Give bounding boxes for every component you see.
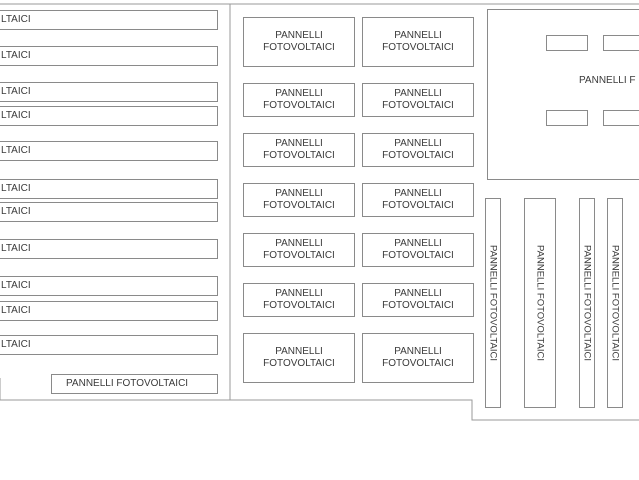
- panel-label: PANNELLI FOTOVOLTAICI: [609, 245, 621, 361]
- small-block-3: [546, 110, 588, 126]
- panel-label: LTAICI: [1, 339, 31, 350]
- panel-label-line1: PANNELLI: [394, 30, 442, 41]
- left-panel-3: [0, 82, 218, 102]
- left-panel-7: [0, 202, 218, 222]
- panel-label-line1: PANNELLI: [394, 238, 442, 249]
- center-panel-block: [362, 283, 474, 317]
- left-panel-10: [0, 301, 218, 321]
- center-panel-block: [362, 17, 474, 67]
- panel-label-line2: FOTOVOLTAICI: [263, 150, 335, 161]
- left-panel-bottom: [51, 374, 218, 394]
- panel-label: LTAICI: [1, 14, 31, 25]
- left-panel-9: [0, 276, 218, 296]
- panel-label: LTAICI: [1, 206, 31, 217]
- panel-label-line2: FOTOVOLTAICI: [382, 250, 454, 261]
- panel-label-line1: PANNELLI: [394, 138, 442, 149]
- vertical-panel-4: [607, 198, 623, 408]
- panel-label-line2: FOTOVOLTAICI: [263, 300, 335, 311]
- panel-label-line1: PANNELLI: [394, 346, 442, 357]
- panel-label-line2: FOTOVOLTAICI: [382, 300, 454, 311]
- panel-label: LTAICI: [1, 280, 31, 291]
- panel-label-line2: FOTOVOLTAICI: [263, 200, 335, 211]
- center-panel-block: [362, 233, 474, 267]
- panel-label-line1: PANNELLI: [275, 88, 323, 99]
- vertical-panel-3: [579, 198, 595, 408]
- center-panel-block: [362, 333, 474, 383]
- panel-label: LTAICI: [1, 305, 31, 316]
- left-panel-8: [0, 239, 218, 259]
- center-panel-block: [243, 133, 355, 167]
- small-block-4: [603, 110, 639, 126]
- panel-label: LTAICI: [1, 110, 31, 121]
- panel-label-line2: FOTOVOLTAICI: [382, 150, 454, 161]
- panel-label: PANNELLI FOTOVOLTAICI: [581, 245, 593, 361]
- vertical-panel-2: [524, 198, 556, 408]
- left-panel-5: [0, 141, 218, 161]
- center-panel-block: [243, 333, 355, 383]
- left-panel-2: [0, 46, 218, 66]
- center-panel-block: [243, 83, 355, 117]
- center-panel-block: [243, 183, 355, 217]
- small-block-1: [546, 35, 588, 51]
- panel-label-line1: PANNELLI: [275, 188, 323, 199]
- panel-label-line2: FOTOVOLTAICI: [263, 100, 335, 111]
- panel-label-line1: PANNELLI: [275, 138, 323, 149]
- panel-label: PANNELLI FOTOVOLTAICI: [487, 245, 499, 361]
- panel-label-line1: PANNELLI: [394, 288, 442, 299]
- panel-label: LTAICI: [1, 183, 31, 194]
- vertical-panel-1: [485, 198, 501, 408]
- center-panel-block: [362, 183, 474, 217]
- panel-label-line1: PANNELLI: [275, 288, 323, 299]
- panel-label-line1: PANNELLI: [394, 188, 442, 199]
- panel-label: PANNELLI F: [579, 75, 636, 86]
- center-panel-block: [243, 233, 355, 267]
- panel-label-line2: FOTOVOLTAICI: [382, 100, 454, 111]
- left-panel-1: [0, 10, 218, 30]
- left-panel-11: [0, 335, 218, 355]
- left-panel-6: [0, 179, 218, 199]
- panel-label-line2: FOTOVOLTAICI: [382, 42, 454, 53]
- panel-label-line1: PANNELLI: [275, 238, 323, 249]
- panel-label-line2: FOTOVOLTAICI: [263, 358, 335, 369]
- left-panel-4: [0, 106, 218, 126]
- panel-label-line1: PANNELLI: [275, 30, 323, 41]
- panel-label: LTAICI: [1, 86, 31, 97]
- panel-label-line2: FOTOVOLTAICI: [382, 200, 454, 211]
- center-panel-block: [243, 283, 355, 317]
- panel-label: PANNELLI FOTOVOLTAICI: [534, 245, 546, 361]
- panel-label-line1: PANNELLI: [394, 88, 442, 99]
- panel-label: LTAICI: [1, 50, 31, 61]
- panel-label-line2: FOTOVOLTAICI: [263, 42, 335, 53]
- center-panel-block: [362, 133, 474, 167]
- panel-label-line1: PANNELLI: [275, 346, 323, 357]
- center-panel-block: [362, 83, 474, 117]
- panel-label: LTAICI: [1, 145, 31, 156]
- panel-label: PANNELLI FOTOVOLTAICI: [66, 378, 189, 389]
- panel-label-line2: FOTOVOLTAICI: [263, 250, 335, 261]
- panel-label: LTAICI: [1, 243, 31, 254]
- small-block-2: [603, 35, 639, 51]
- panel-label-line2: FOTOVOLTAICI: [382, 358, 454, 369]
- center-panel-block: [243, 17, 355, 67]
